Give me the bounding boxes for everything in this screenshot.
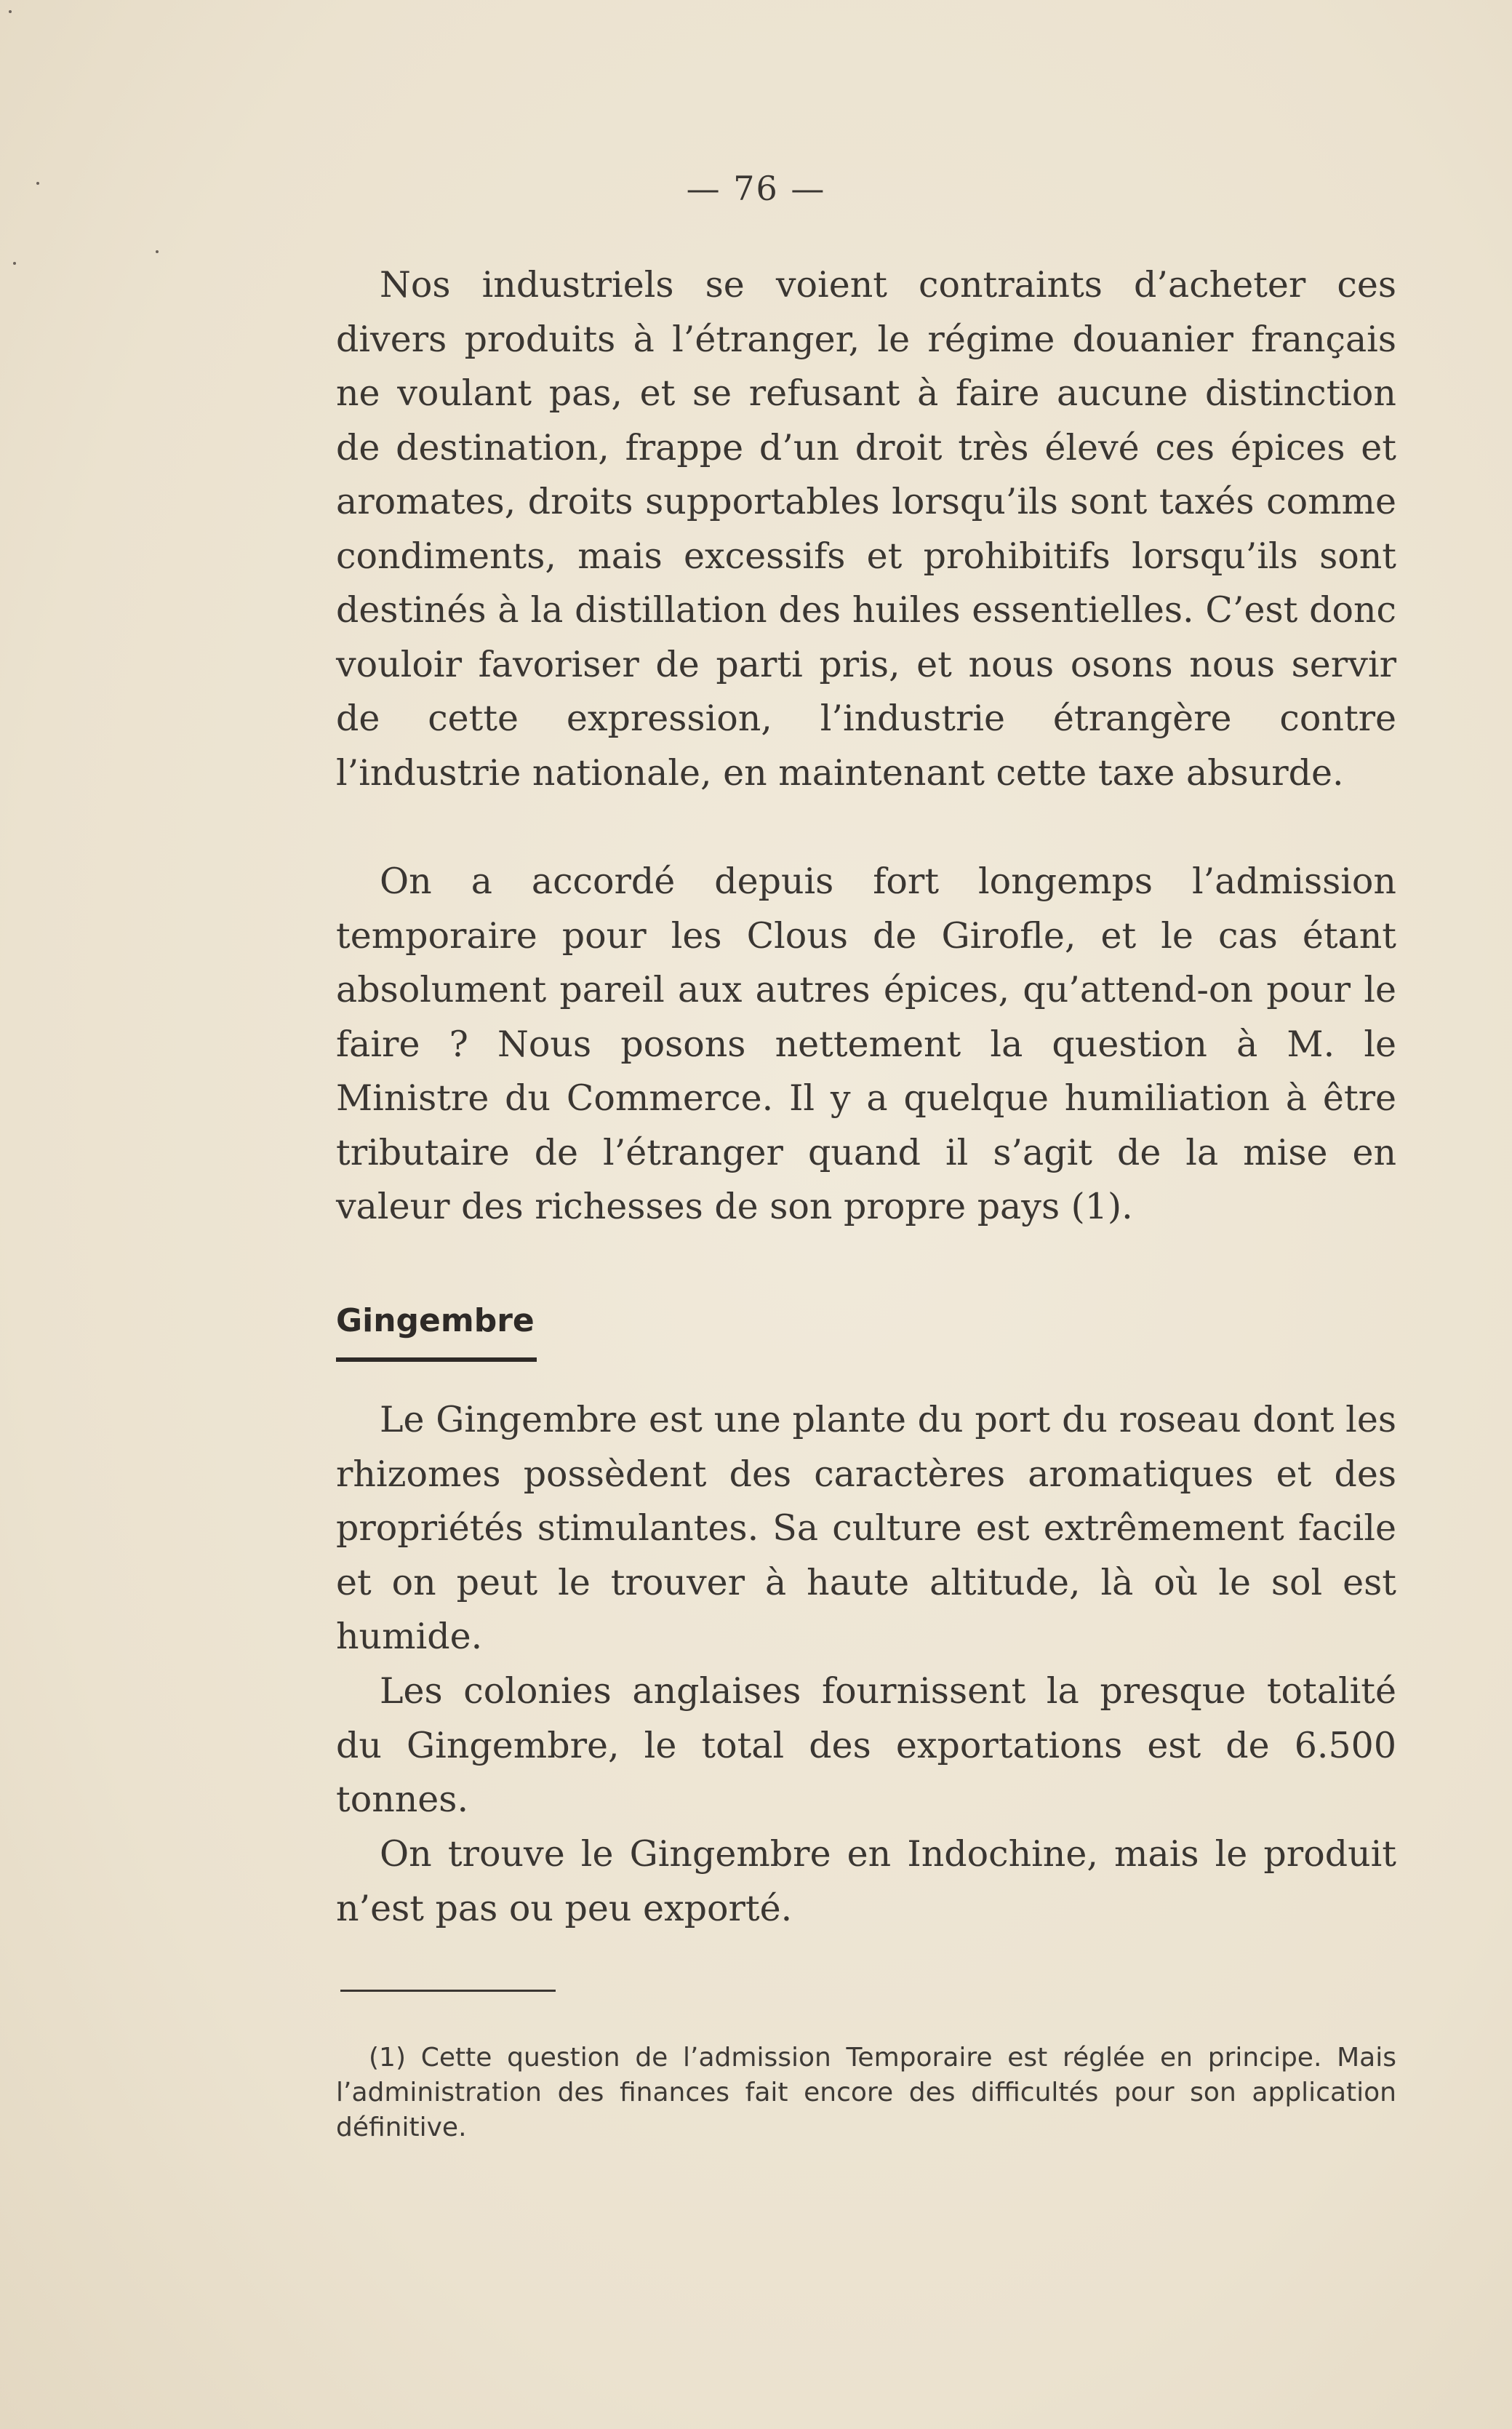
paragraph-4 xyxy=(336,1664,1396,1827)
footnote xyxy=(336,2041,1396,2145)
heading-underline xyxy=(336,1357,537,1362)
paragraph-5 xyxy=(336,1827,1396,1936)
paragraph-2 xyxy=(336,855,1396,1235)
footnote-separator xyxy=(340,1990,556,1992)
footnote-text: (1) Cette question de l’admission Temporaire est réglée en principe. Mais l’administration des finances fait encore des difficultés pour son application définitive. xyxy=(336,2043,1396,2142)
margin-mark xyxy=(13,262,16,265)
paragraph-1 xyxy=(336,258,1396,800)
section-heading: Gingembre xyxy=(336,1302,535,1339)
page-number: — 76 — xyxy=(686,169,826,208)
paragraph-3 xyxy=(336,1393,1396,1664)
paragraph-text: On trouve le Gingembre en Indochine, mais le produit n’est pas ou peu exporté. xyxy=(336,1833,1396,1929)
margin-mark xyxy=(9,10,12,13)
paragraph-text: Nos industriels se voient contraints d’acheter ces divers produits à l’étranger, le régime douanier français ne voulant pas, et se refusant à faire aucune distinction de destination, frappe d’un droit très élevé ces épices et aromates, droits supportables lorsqu’ils sont taxés comme condiments, mais excessifs et prohibitifs lorsqu’ils sont destinés à la distillation des huiles essentielles. C’est donc vouloir favoriser de parti pris, et nous osons nous servir de cette expression, l’industrie étrangère contre l’industrie nationale, en maintenant cette taxe absurde. xyxy=(336,264,1396,794)
margin-mark xyxy=(156,250,159,253)
paragraph-text: On a accordé depuis fort longemps l’admission temporaire pour les Clous de Girofle, et le cas étant absolument pareil aux autres épices, qu’attend-on pour le faire ? Nous posons nettement la question à M. le Ministre du Commerce. Il y a quelque humiliation à être tributaire de l’étranger quand il s’agit de la mise en valeur des richesses de son propre pays (1). xyxy=(336,861,1396,1227)
paragraph-text: Les colonies anglaises fournissent la presque totalité du Gingembre, le total des exportations est de 6.500 tonnes. xyxy=(336,1670,1396,1820)
paragraph-text: Le Gingembre est une plante du port du roseau dont les rhizomes possèdent des caractères aromatiques et des propriétés stimulantes. Sa culture est extrêmement facile et on peut le trouver à haute altitude, là où le sol est humide. xyxy=(336,1399,1396,1657)
